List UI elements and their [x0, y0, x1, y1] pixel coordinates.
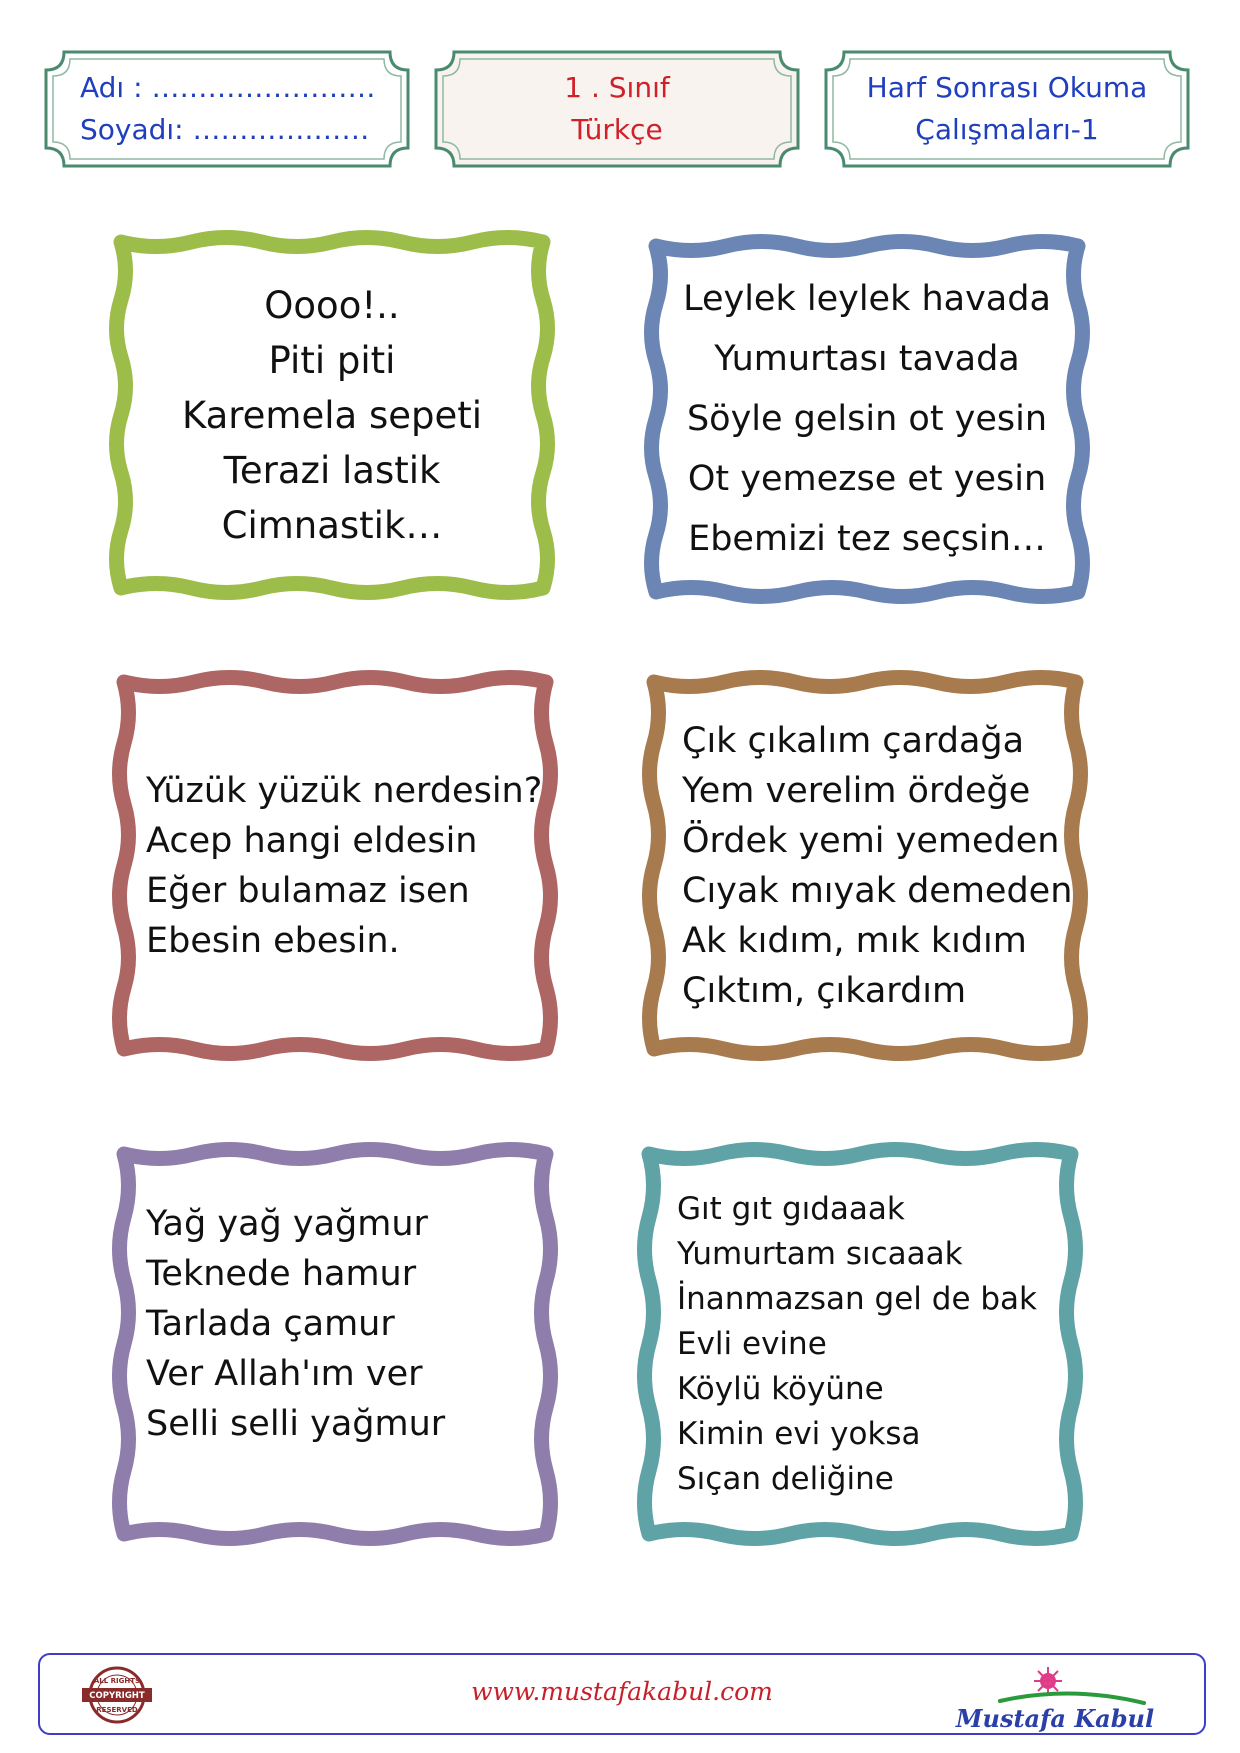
poem-card-cik-cikalim — [640, 668, 1090, 1063]
poem-text — [107, 228, 557, 602]
worksheet-title-line1: Harf Sonrası Okuma — [866, 71, 1148, 104]
poem-line: Selli selli yağmur — [146, 1404, 446, 1444]
poem-line: Piti piti — [268, 338, 396, 382]
poem-line: Ördek yemi yemeden — [682, 820, 1060, 861]
footer-bar — [38, 1653, 1206, 1735]
poem-line: Sıçan deliğine — [677, 1460, 894, 1497]
poem-card-git-git — [635, 1140, 1085, 1548]
poem-line: Karemela sepeti — [181, 393, 483, 437]
poem-line: Söyle gelsin ot yesin — [686, 399, 1048, 439]
title-plaque — [822, 48, 1192, 170]
poem-line: Teknede hamur — [146, 1254, 417, 1294]
worksheet-title-line2: Çalışmaları-1 — [915, 113, 1099, 146]
poem-line: Ebemizi tez seçsin… — [688, 519, 1046, 559]
seal-text-middle: COPYRIGHT — [89, 1691, 145, 1701]
poem-line: Yüzük yüzük nerdesin? — [146, 770, 543, 811]
poem-line: Ebesin ebesin. — [146, 920, 400, 961]
poem-line: Ak kıdım, mık kıdım — [682, 920, 1027, 961]
name-field[interactable]: Adı : …………………… — [80, 71, 376, 104]
subject-label: Türkçe — [571, 113, 663, 146]
poem-line: Gıt gıt gıdaaak — [677, 1190, 905, 1227]
poem-line: Köylü köyüne — [677, 1370, 884, 1407]
poem-line: Evli evine — [677, 1325, 827, 1362]
poem-card-yag-yag — [110, 1140, 560, 1548]
seal-text-bottom: RESERVED — [96, 1706, 138, 1714]
poem-line: Ver Allah'ım ver — [146, 1354, 423, 1394]
author-name: Mustafa Kabul — [955, 1704, 1155, 1733]
surname-field[interactable]: Soyadı: ………….…… — [80, 113, 370, 146]
poem-line: Kimin evi yoksa — [677, 1415, 921, 1452]
poem-text — [635, 1140, 1085, 1548]
poem-text — [110, 1140, 560, 1548]
poem-line: Cimnastik… — [221, 503, 443, 547]
poem-line: Cıyak mıyak demeden — [682, 870, 1073, 911]
poem-card-yuzuk — [110, 668, 560, 1063]
poem-card-leylek — [642, 232, 1092, 606]
grade-label: 1 . Sınıf — [564, 71, 670, 104]
grade-plaque — [432, 48, 802, 170]
poem-line: Leylek leylek havada — [683, 279, 1051, 319]
poem-line: Çık çıkalım çardağa — [682, 720, 1025, 761]
seal-text-top: ALL RIGHTS — [93, 1677, 141, 1685]
poem-text — [640, 668, 1090, 1063]
poem-card-piti-piti — [107, 228, 557, 602]
poem-line: Yumurtam sıcaaak — [677, 1235, 963, 1272]
poem-line: Yumurtası tavada — [714, 339, 1020, 379]
author-logo — [930, 1659, 1180, 1733]
poem-line: Terazi lastik — [223, 448, 441, 492]
poem-line: Acep hangi eldesin — [146, 820, 478, 861]
poem-line: Ot yemezse et yesin — [687, 459, 1047, 499]
poem-line: İnanmazsan gel de bak — [677, 1280, 1037, 1317]
website-link[interactable]: www.mustafakabul.com — [471, 1677, 773, 1706]
poem-text — [642, 232, 1092, 606]
poem-line: Oooo!.. — [264, 283, 400, 327]
poem-line: Yağ yağ yağmur — [146, 1204, 428, 1244]
poem-line: Eğer bulamaz isen — [146, 870, 470, 911]
flower-icon — [1034, 1667, 1062, 1695]
poem-text — [110, 668, 560, 1063]
poem-line: Yem verelim ördeğe — [682, 770, 1031, 811]
name-plaque — [42, 48, 412, 170]
poem-line: Çıktım, çıkardım — [682, 970, 967, 1011]
poem-line: Tarlada çamur — [146, 1304, 395, 1344]
